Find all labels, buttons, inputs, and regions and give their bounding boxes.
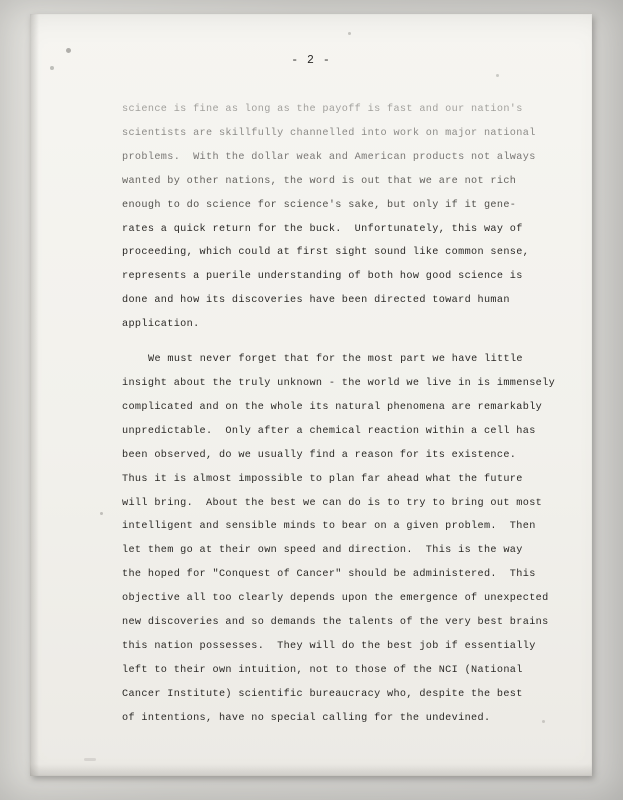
paper-speck (348, 32, 351, 35)
page-bottom-edge-shadow (30, 764, 592, 776)
text-line: the hoped for "Conquest of Cancer" should be administered. This (122, 569, 536, 581)
text-line: Thus it is almost impossible to plan far ahead what the future (122, 473, 523, 485)
text-line: left to their own intuition, not to those of the NCI (National (122, 664, 523, 676)
text-line: rates a quick return for the buck. Unfortunately, this way of (122, 223, 523, 235)
paper-speck (496, 74, 499, 77)
text-line: this nation possesses. They will do the best job if essentially (122, 640, 536, 652)
text-line: insight about the truly unknown - the world we live in is immensely (122, 377, 556, 389)
text-line: of intentions, have no special calling for the undevined. (122, 712, 491, 724)
text-line: wanted by other nations, the word is out that we are not rich (122, 175, 517, 187)
page-number: - 2 - (291, 54, 331, 67)
text-line: been observed, do we usually find a reason for its existence. (122, 449, 517, 461)
paragraph (122, 98, 534, 337)
paragraph (122, 348, 556, 731)
text-line: objective all too clearly depends upon the emergence of unexpected (122, 593, 549, 605)
text-line: new discoveries and so demands the talents of the very best brains (122, 617, 549, 629)
text-line: will bring. About the best we can do is to try to bring out most (122, 497, 543, 509)
text-line: done and how its discoveries have been directed toward human (122, 295, 510, 307)
page-left-edge-shadow (30, 14, 39, 776)
text-line: Cancer Institute) scientific bureaucracy who, despite the best (122, 688, 523, 700)
paper-speck (100, 512, 103, 515)
document-page (30, 14, 592, 776)
text-line: scientists are skillfully channelled into work on major national (122, 127, 536, 139)
text-line: unpredictable. Only after a chemical reaction within a cell has (122, 425, 536, 437)
text-line: let them go at their own speed and direction. This is the way (122, 545, 523, 557)
paper-speck (66, 48, 71, 53)
text-line: represents a puerile understanding of both how good science is (122, 271, 523, 283)
text-line: intelligent and sensible minds to bear on a given problem. Then (122, 521, 536, 533)
text-line: complicated and on the whole its natural phenomena are remarkably (122, 401, 543, 413)
document-body (122, 98, 556, 742)
text-line: problems. With the dollar weak and American products not always (122, 151, 536, 163)
paper-speck (84, 758, 96, 761)
text-line: application. (122, 319, 200, 331)
text-line: enough to do science for science's sake, but only if it gene- (122, 199, 517, 211)
text-line: proceeding, which could at first sight sound like common sense, (122, 247, 530, 259)
paper-speck (542, 720, 545, 723)
text-line: We must never forget that for the most part we have little (148, 354, 523, 366)
text-line: science is fine as long as the payoff is fast and our nation's (122, 104, 523, 115)
